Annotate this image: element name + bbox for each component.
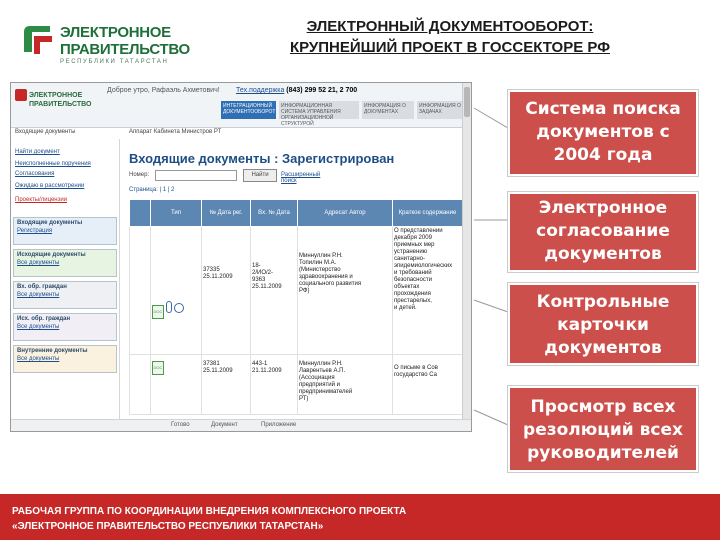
extended-search-link[interactable]: Расширенный поиск [281,172,321,184]
greeting-text: Доброе утро, Рафаэль Ахметович! [107,87,220,94]
tab-org-structure[interactable]: ИНФОРМАЦИОННАЯ СИСТЕМА УПРАВЛЕНИЯ ОРГАНИЗАЦИОННОЙ СТРУКТУРОЙ [279,101,359,119]
sidebar-link-pending[interactable]: Ожидаю в рассмотрении [15,183,85,189]
slide-title-line1: ЭЛЕКТРОННЫЙ ДОКУМЕНТООБОРОТ: [306,18,594,35]
sidebar-box-link[interactable]: Все документы [17,292,60,298]
sidebar-box-citizen-in [13,281,117,309]
sidebar-box-internal [13,345,117,373]
pagination[interactable]: Страница: | 1 | 2 [129,187,175,193]
sub-bar-organization: Аппарат Кабинета Министров РТ [129,129,222,135]
app-screenshot [10,82,472,432]
footer-band [0,494,720,540]
sidebar-box-link[interactable]: Регистрация [17,228,53,234]
connector-line [474,108,508,128]
connector-line [474,300,508,312]
status-document: Документ [211,422,238,428]
sidebar-box-title: Исх. обр. граждан [17,316,71,322]
search-bar [129,172,321,184]
slide-title-line2: КРУПНЕЙШИЙ ПРОЕКТ В ГОССЕКТОРЕ РФ [289,39,611,56]
tab-doc-info[interactable]: ИНФОРМАЦИЯ О ДОКУМЕНТАХ [362,101,414,119]
row-author-cell: Миннуллин Р.Н. Топилин М.А. (Министерство здравоохранения и социального развития РФ) [298,227,393,355]
row-checkbox-cell[interactable] [130,355,151,415]
row-type-cell [151,227,202,355]
table-row[interactable] [130,227,463,355]
column-header[interactable]: № Дата рег. [202,200,251,227]
footer-line1: РАБОЧАЯ ГРУППА ПО КООРДИНАЦИИ ВНЕДРЕНИЯ КОМПЛЕКСНОГО ПРОЕКТА [12,506,407,517]
sidebar-box-outgoing [13,249,117,277]
app-logo [15,89,91,109]
sub-bar [11,128,471,138]
callout-cards: Контрольные карточки документов [508,283,698,365]
row-checkbox-cell[interactable] [130,227,151,355]
sidebar-box-link[interactable]: Все документы [17,356,60,362]
sidebar-box-title: Входящие документы [17,220,83,226]
sidebar-link-drafts[interactable]: Проекты/лицензии [15,197,68,203]
support-label[interactable]: Тех.поддержка [236,87,285,94]
callout-approval: Электронное согласование документов [508,192,698,272]
app-header [11,83,471,128]
status-ready: Готово [171,422,190,428]
callout-search: Система поиска документов с 2004 года [508,90,698,176]
sidebar-box-incoming [13,217,117,245]
sidebar-box-link[interactable]: Все документы [17,260,60,266]
row-summary-cell[interactable]: О представлении декабря 2009 приемных мер устранению санитарно- эпидемиологических и требований безопасности объектах прохождения престарелых, и детей. [393,227,463,355]
tab-document-flow[interactable]: ИНТЕГРАЦИОННЫЙ ДОКУМЕНТООБОРОТ [221,101,276,119]
tab-task-info[interactable]: ИНФОРМАЦИЯ О ЗАДАЧАХ [417,101,465,119]
connector-line [474,410,508,425]
app-logo-line1: ЭЛЕКТРОННОЕ [29,91,83,99]
document-icon[interactable]: DOC [152,305,164,319]
table-row[interactable] [130,355,463,415]
sidebar-link-approvals[interactable]: Согласования [15,171,55,177]
clock-icon [174,303,184,313]
search-button[interactable]: Найти [243,169,277,182]
row-author-cell: Миннуллин Р.Н. Лаврентьев А.П. (Ассоциация предприятий и предпринимателей РТ) [298,355,393,415]
row-reg-cell: 37381 25.11.2009 [202,355,251,415]
status-attachment: Приложение [261,422,297,428]
app-logo-icon [15,89,27,101]
support-number: (843) 299 52 21, 2 700 [286,87,358,94]
gov-logo [20,18,190,66]
column-header[interactable]: Вх. № Дата [251,200,298,227]
slide-title [200,16,700,58]
document-icon[interactable]: DOC [152,361,164,375]
app-logo-line2: ПРАВИТЕЛЬСТВО [29,101,92,108]
logo-text-line1: ЭЛЕКТРОННОЕ [60,24,171,41]
sidebar-box-title: Внутренние документы [17,348,88,354]
sidebar-box-citizen-out [13,313,117,341]
support-phone[interactable] [236,87,357,94]
main-panel [123,139,463,431]
page-title: Входящие документы : Зарегистрирован [129,151,395,166]
sub-bar-section: Входящие документы [15,129,76,135]
row-reg-cell: 37335 25.11.2009 [202,227,251,355]
column-header[interactable]: Адресат Автор [298,200,393,227]
sidebar-link-unfulfilled[interactable]: Неисполненные поручения [15,161,91,167]
status-bar [11,419,471,432]
gov-logo-icon [20,22,56,58]
row-in-cell: 443-1 21.11.2009 [251,355,298,415]
column-header[interactable] [130,200,151,227]
logo-text-line2: ПРАВИТЕЛЬСТВО [60,41,190,58]
callout-resolutions: Просмотр всех резолюций всех руководителей [508,386,698,472]
sidebar [11,139,120,431]
search-input[interactable] [155,170,237,181]
row-in-cell: 18- 2/ИО/2- 9363 25.11.2009 [251,227,298,355]
row-summary-cell[interactable]: О письме в Сов государство Ca [393,355,463,415]
sidebar-link-find[interactable]: Найти документ [15,149,60,155]
row-type-cell [151,355,202,415]
logo-text-line3: РЕСПУБЛИКИ ТАТАРСТАН [60,59,169,65]
column-header[interactable]: Краткое содержание [393,200,463,227]
callout-connectors [470,80,512,440]
search-label: Номер: [129,172,150,178]
footer-line2: «ЭЛЕКТРОННОЕ ПРАВИТЕЛЬСТВО РЕСПУБЛИКИ ТАТАРСТАН» [12,521,324,532]
attachment-icon [166,301,172,313]
documents-table [129,199,463,415]
table-header-row [130,200,463,227]
sidebar-box-title: Вх. обр. граждан [17,284,67,290]
column-header[interactable]: Тип [151,200,202,227]
sidebar-box-title: Исходящие документы [17,252,86,258]
sidebar-box-link[interactable]: Все документы [17,324,60,330]
